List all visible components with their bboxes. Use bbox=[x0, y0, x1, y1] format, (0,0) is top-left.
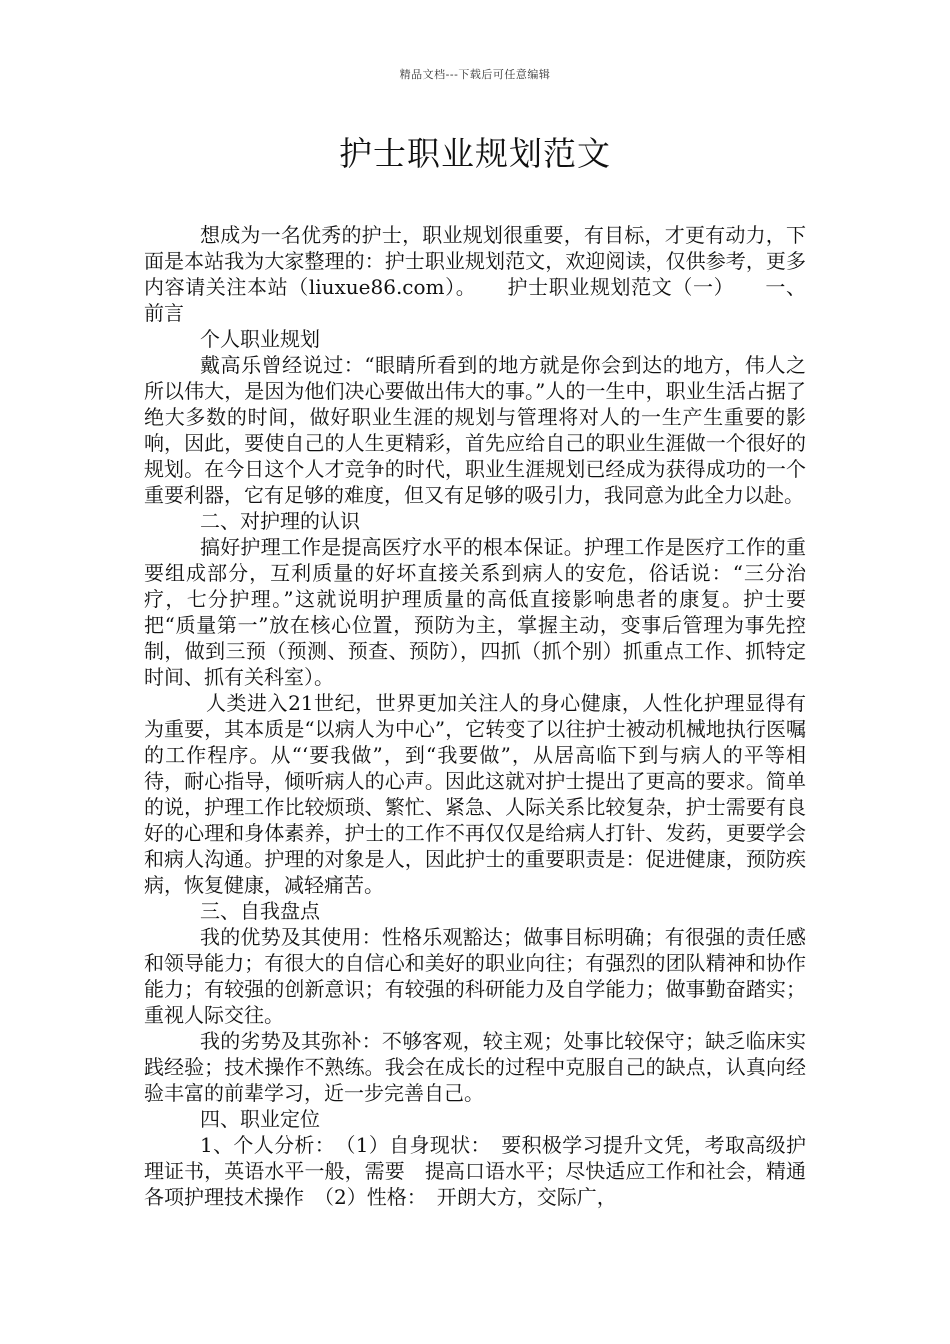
paragraph-personal-analysis: 1、个人分析： （1）自身现状： 要积极学习提升文凭，考取高级护理证书，英语水平一般，需要 提高口语水平；尽快适应工作和社会，精通各项护理技术操作 （2）性格： 开朗大方，交际广， bbox=[144, 1133, 806, 1209]
section-heading-self-inventory: 三、自我盘点 bbox=[200, 899, 320, 923]
paragraph-heading-personal-plan: 个人职业规划 bbox=[200, 327, 320, 351]
paragraph-humanized-nursing: 人类进入21世纪，世界更加关注人的身心健康，人性化护理显得有为重要，其本质是“以病人为中心”，它转变了以往护士被动机械地执行医嘱的工作程序。从“‘要我做”，到“我要做”，从居高临下到与病人的平等相待，耐心指导，倾听病人的心声。因此这就对护士提出了更高的要求。简单的说，护理工作比较烦琐、繁忙、紧急、人际关系比较复杂，护士需要有良好的心理和身体素养，护士的工作不再仅仅是给病人打针、发药，更要学会和病人沟通。护理的对象是人，因此护士的重要职责是：促进健康，预防疾病，恢复健康，减轻痛苦。 bbox=[144, 691, 806, 897]
paragraph-strengths: 我的优势及其使用：性格乐观豁达；做事目标明确；有很强的责任感和领导能力；有很大的自信心和美好的职业向往；有强烈的团队精神和协作能力；有较强的创新意识；有较强的科研能力及自学能力；做事勤奋踏实；重视人际交往。 bbox=[144, 925, 806, 1027]
paragraph-intro: 想成为一名优秀的护士，职业规划很重要，有目标，才更有动力，下面是本站我为大家整理的：护士职业规划范文，欢迎阅读，仅供参考，更多内容请关注本站（liuxue86.com）。 护士职业规划范文（一） 一、前言 bbox=[144, 223, 806, 325]
section-heading-career-positioning: 四、职业定位 bbox=[200, 1107, 320, 1131]
paragraph-weaknesses: 我的劣势及其弥补：不够客观，较主观；处事比较保守；缺乏临床实践经验；技术操作不熟练。我会在成长的过程中克服自己的缺点，认真向经验丰富的前辈学习，近一步完善自己。 bbox=[144, 1029, 806, 1105]
paragraph-de-gaulle-quote: 戴高乐曾经说过：“眼睛所看到的地方就是你会到达的地方，伟人之所以伟大，是因为他们决心要做出伟大的事。”人的一生中，职业生活占据了绝大多数的时间，做好职业生涯的规划与管理将对人的一生产生重要的影响，因此，要使自己的人生更精彩，首先应给自己的职业生涯做一个很好的规划。在今日这个人才竞争的时代，职业生涯规划已经成为获得成功的一个重要利器，它有足够的难度，但又有足够的吸引力，我同意为此全力以赴。 bbox=[144, 353, 806, 507]
document-body bbox=[144, 222, 806, 1210]
document-title: 护士职业规划范文 bbox=[339, 134, 611, 173]
section-heading-nursing-understanding: 二、对护理的认识 bbox=[200, 509, 360, 533]
header-note: 精品文档---下载后可任意编辑 bbox=[399, 68, 551, 81]
paragraph-nursing-quality: 搞好护理工作是提高医疗水平的根本保证。护理工作是医疗工作的重要组成部分，互利质量的好坏直接关系到病人的安危，俗话说：“三分治疗，七分护理。”这就说明护理质量的高低直接影响患者的康复。护士要把“质量第一”放在核心位置，预防为主，掌握主动，变事后管理为事先控制，做到三预（预测、预查、预防），四抓（抓个别）抓重点工作、抓特定时间、抓有关科室）。 bbox=[144, 535, 806, 689]
